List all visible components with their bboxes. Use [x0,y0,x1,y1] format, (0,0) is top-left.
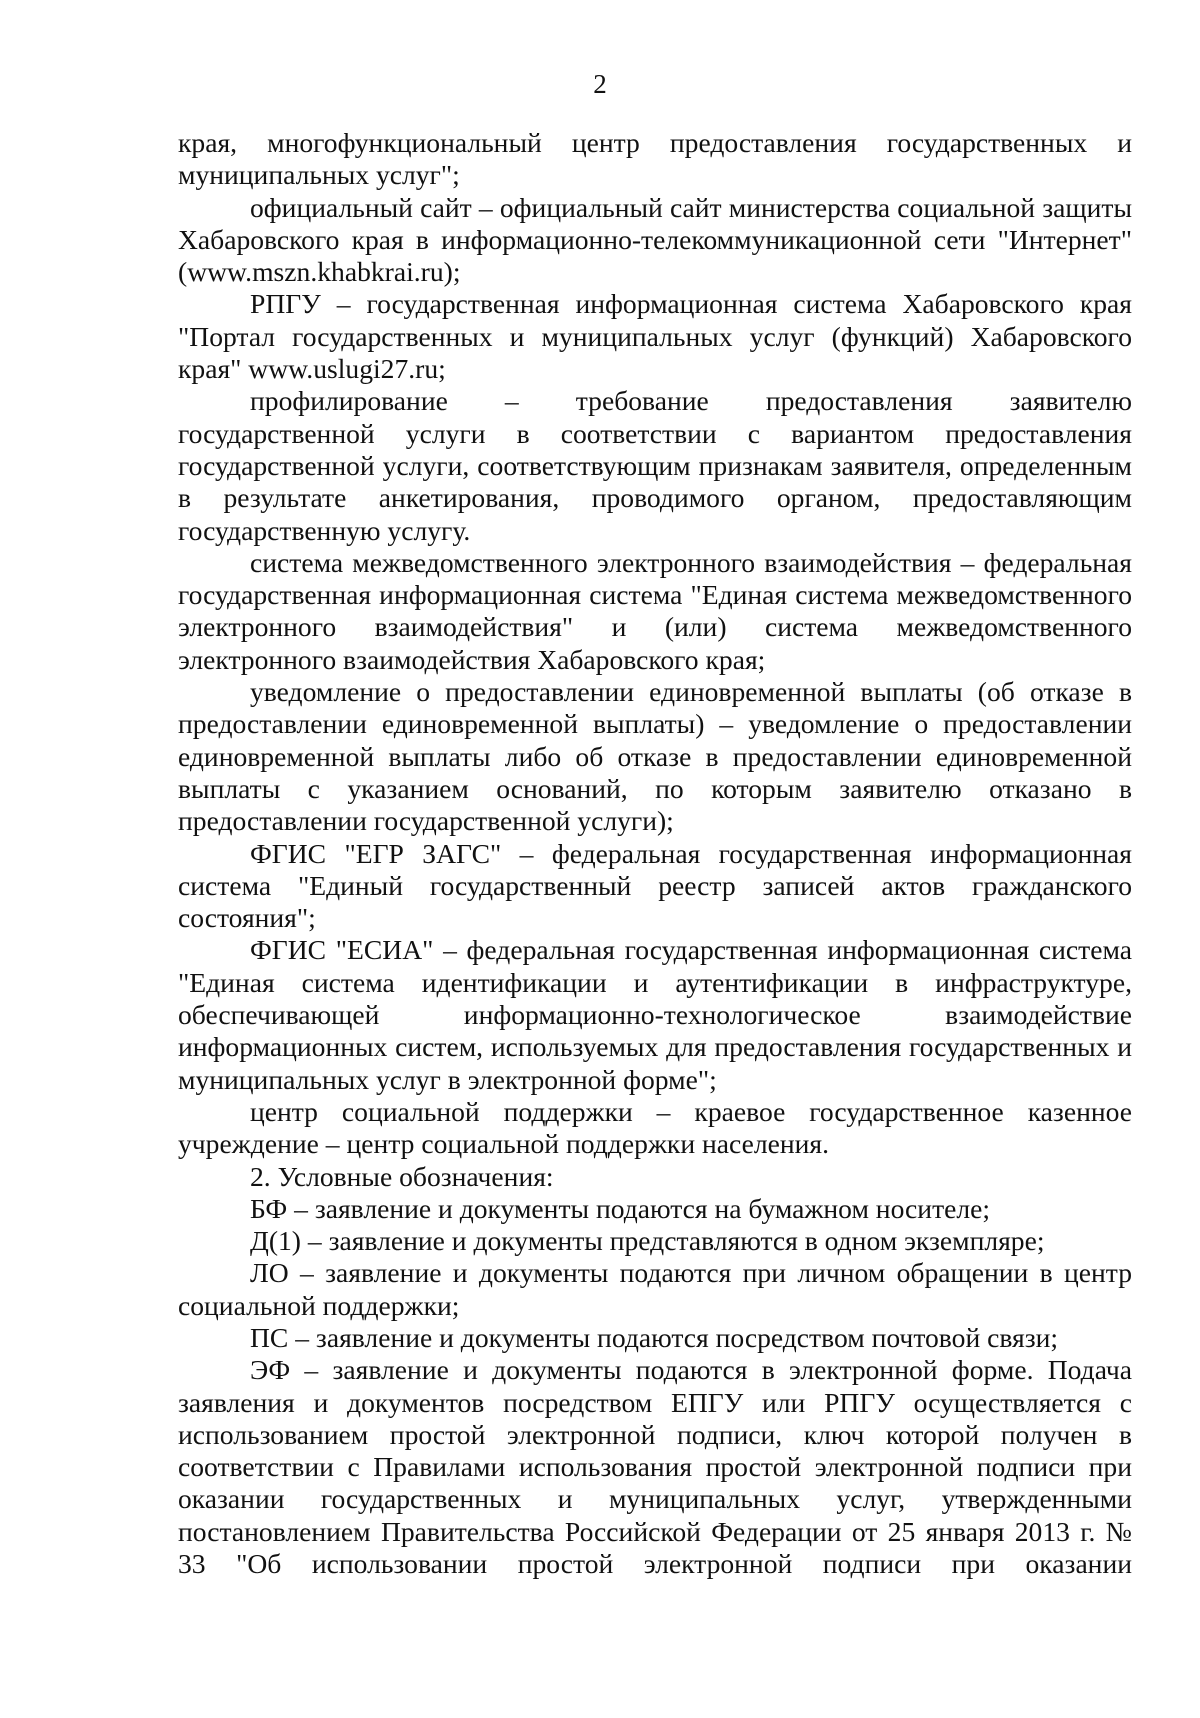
page-number: 2 [593,69,607,99]
paragraph-mfc-continuation: края, многофункциональный центр предоставления государственных и муниципальных услуг"; [178,127,1132,191]
paragraph-official-site: официальный сайт – официальный сайт министерства социальной защиты Хабаровского края в информационно-телекоммуникационной сети "Интернет" (www.mszn.khabkrai.ru); [178,191,1132,288]
paragraph-social-support-center: центр социальной поддержки – краевое государственное казенное учреждение – центр социальной поддержки населения. [178,1095,1132,1160]
paragraph-bf: БФ – заявление и документы подаются на бумажном носителе; [250,1192,991,1224]
paragraph-fgis-egr-zags: ФГИС "ЕГР ЗАГС" – федеральная государственная информационная система "Единый государственный реестр записей актов гражданского состояния"; [178,837,1132,934]
paragraph-d1: Д(1) – заявление и документы представляются в одном экземпляре; [250,1225,1045,1257]
paragraph-notification: уведомление о предоставлении единовременной выплаты (об отказе в предоставлении единовременной выплаты) – уведомление о предоставлении единовременной выплаты либо об отказе в предоставлении единовременной выплаты с указанием оснований, по которым заявителю отказано в предоставлении государственной услуги); [178,676,1132,837]
paragraph-fgis-esia: ФГИС "ЕСИА" – федеральная государственная информационная система "Единая система идентификации и аутентификации в инфраструктуре, обеспечивающей информационно-технологическое взаимодействие информационных систем, используемых для предоставления государственных и муниципальных услуг в электронной форме"; [178,934,1132,1095]
paragraph-ps: ПС – заявление и документы подаются посредством почтовой связи; [250,1321,1059,1353]
section-heading-symbols: 2. Условные обозначения: [250,1160,554,1192]
paragraph-lo: ЛО – заявление и документы подаются при личном обращении в центр социальной поддержки; [178,1257,1132,1321]
paragraph-profiling: профилирование – требование предоставления заявителю государственной услуги в соответствии с вариантом предоставления государственной услуги, соответствующим признакам заявителя, определенным в результате анкетирования, проводимого органом, предоставляющим государственную услугу. [178,385,1132,546]
paragraph-ef: ЭФ – заявление и документы подаются в электронной форме. Подача заявления и документов посредством ЕПГУ или РПГУ осуществляется с использованием простой электронной подписи, ключ которой получен в соответствии с Правилами использования простой электронной подписи при оказании государственных и муниципальных услуг, утвержденными постановлением Правительства Российской Федерации от 25 января 2013 г. № 33 "Об использовании простой электронной подписи при оказании [178,1354,1132,1580]
paragraph-smev: система межведомственного электронного взаимодействия – федеральная государственная информационная система "Единая система межведомственного электронного взаимодействия" и (или) система межведомственного электронного взаимодействия Хабаровского края; [178,546,1132,675]
paragraph-rpgu: РПГУ – государственная информационная система Хабаровского края "Портал государственных и муниципальных услуг (функций) Хабаровского края" www.uslugi27.ru; [178,288,1132,385]
document-body [178,127,1132,1580]
